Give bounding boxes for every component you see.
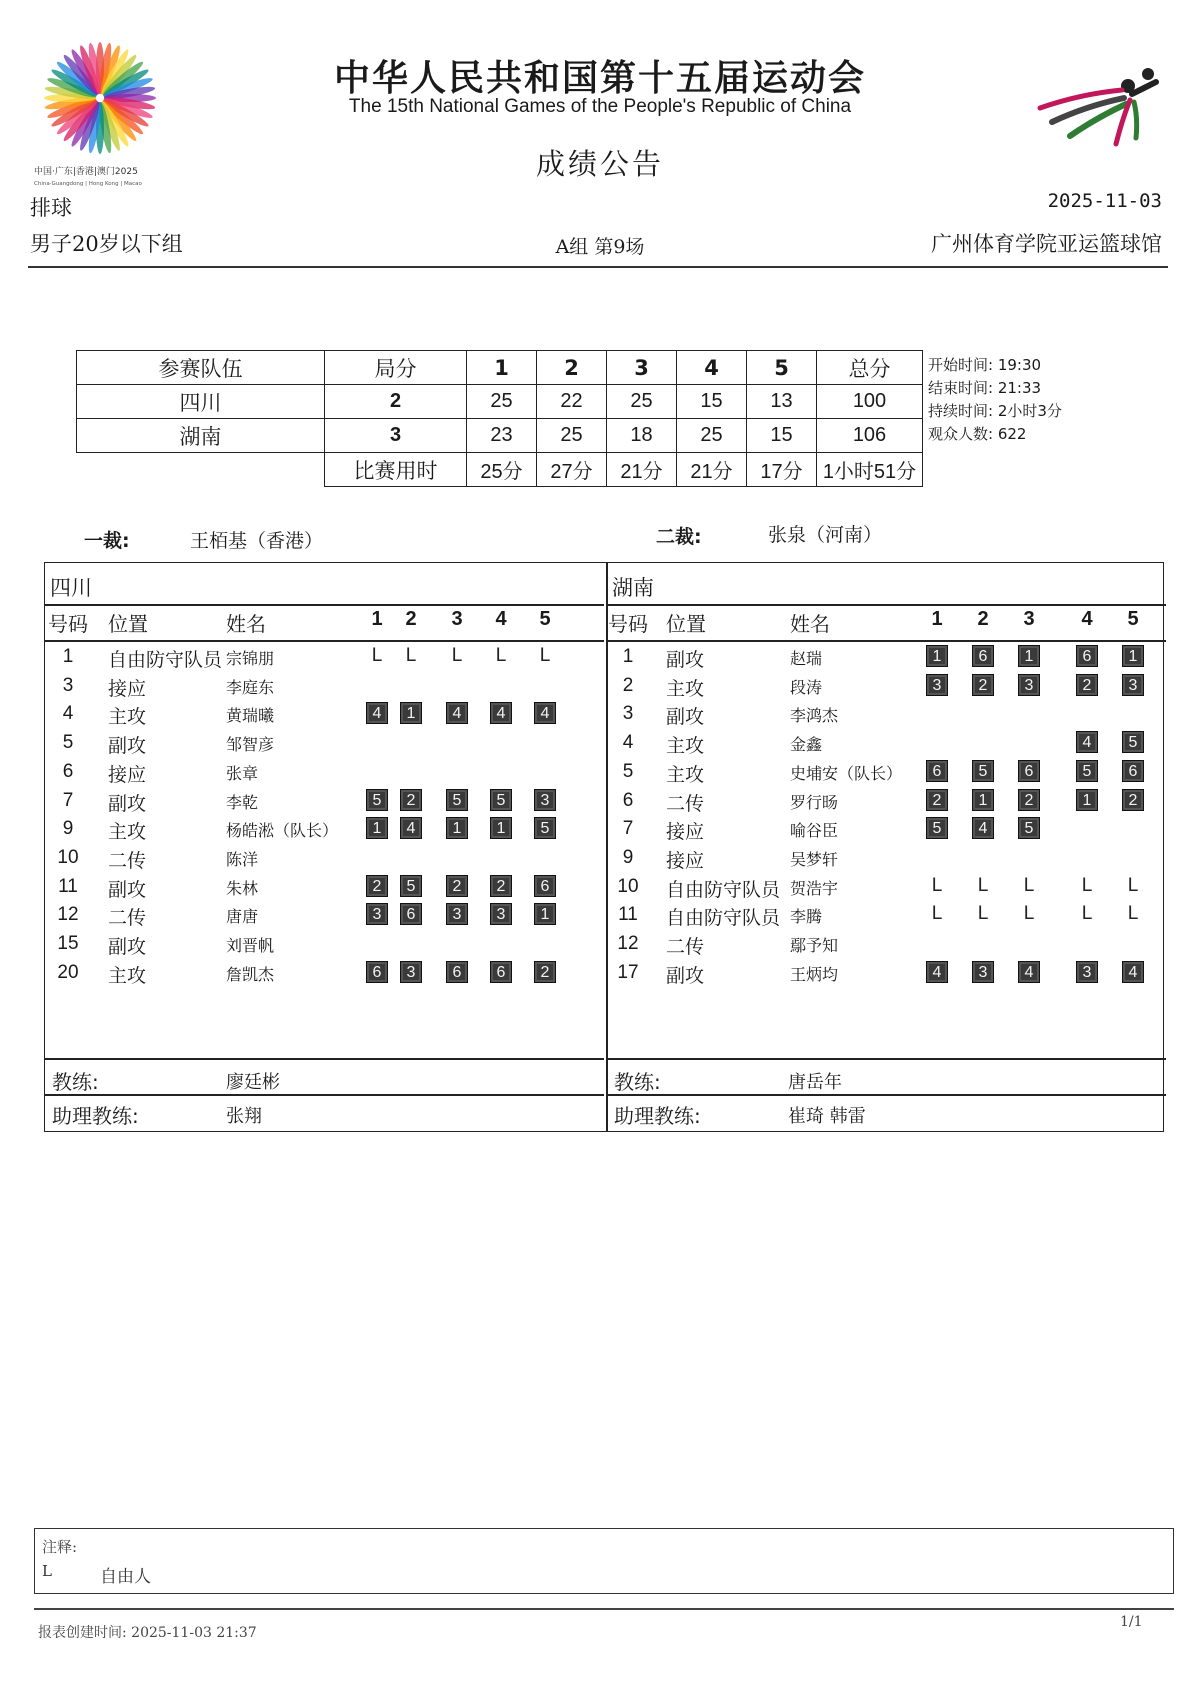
libero-marker: L — [1081, 903, 1093, 925]
assistant-divider — [44, 1094, 604, 1096]
player-name: 李鸿杰 — [790, 706, 839, 726]
libero-marker: L — [371, 645, 383, 666]
player-number: 20 — [57, 961, 79, 983]
age-group: 男子20岁以下组 — [30, 232, 183, 256]
starting-rotation: 4 — [446, 702, 468, 724]
libero-marker: L — [1127, 874, 1139, 896]
set-duration: 17分 — [747, 453, 817, 487]
starting-rotation: 4 — [400, 817, 422, 839]
score-table — [76, 350, 923, 487]
starting-rotation: 1 — [366, 817, 388, 839]
match-number: A组 第9场 — [555, 236, 645, 258]
total-score: 106 — [817, 419, 923, 453]
player-number: 11 — [618, 904, 638, 926]
team-name: 湖南 — [77, 419, 325, 453]
starting-rotation: 3 — [1018, 674, 1040, 696]
header-set-2: 2 — [977, 608, 989, 630]
player-name: 唐唐 — [226, 907, 259, 927]
player-position: 接应 — [666, 849, 705, 872]
starting-rotation: 5 — [1018, 817, 1040, 839]
starting-rotation: 4 — [926, 961, 948, 983]
libero-marker: L — [1023, 903, 1035, 925]
starting-rotation: 2 — [1076, 674, 1098, 696]
column-header-divider — [44, 640, 604, 642]
assistant-coach-label: 助理教练: — [52, 1104, 139, 1128]
starting-rotation: 4 — [534, 702, 556, 724]
player-name: 李乾 — [226, 792, 259, 812]
coach-divider — [606, 1058, 1166, 1060]
starting-rotation: 1 — [1018, 645, 1040, 667]
player-position: 副攻 — [108, 735, 147, 758]
starting-rotation: 2 — [926, 789, 948, 811]
starting-rotation: 5 — [926, 817, 948, 839]
score-row-sichuan — [77, 385, 923, 419]
player-position: 接应 — [108, 677, 147, 700]
starting-rotation: 1 — [972, 789, 994, 811]
player-position: 二传 — [108, 849, 147, 872]
player-position: 主攻 — [108, 964, 147, 987]
starting-rotation: 5 — [446, 789, 468, 811]
assistant-coach-label: 助理教练: — [614, 1104, 701, 1128]
player-name: 段涛 — [790, 677, 823, 697]
header-set-5: 5 — [747, 351, 817, 385]
duration-label: 比赛用时 — [325, 453, 467, 487]
coach-name: 廖廷彬 — [226, 1072, 280, 1093]
page-number: 1/1 — [1120, 1614, 1143, 1630]
player-name: 鄢予知 — [790, 936, 839, 955]
player-name: 黄瑞曦 — [226, 706, 275, 726]
starting-rotation: 5 — [366, 789, 388, 811]
player-position: 主攻 — [108, 821, 147, 844]
player-number: 5 — [622, 760, 634, 782]
starting-rotation: 6 — [534, 875, 556, 897]
starting-rotation: 5 — [490, 789, 512, 811]
team-name: 四川 — [77, 385, 325, 419]
player-position: 自由防守队员 — [666, 878, 781, 901]
starting-rotation: 2 — [972, 674, 994, 696]
player-name: 邹智彦 — [226, 735, 275, 755]
player-name: 史埔安（队长） — [790, 763, 903, 783]
notes-box — [34, 1528, 1174, 1594]
starting-rotation: 3 — [446, 903, 468, 925]
libero-marker: L — [931, 903, 943, 925]
player-position: 副攻 — [666, 964, 705, 987]
set-score: 25 — [677, 419, 747, 453]
player-name: 詹凯杰 — [226, 964, 275, 984]
set-score: 22 — [537, 385, 607, 419]
player-name: 朱林 — [226, 878, 259, 898]
header-set-4: 4 — [1081, 608, 1093, 630]
starting-rotation: 3 — [400, 961, 422, 983]
player-position: 主攻 — [666, 677, 705, 700]
player-number: 4 — [62, 703, 74, 725]
player-position: 主攻 — [666, 763, 705, 786]
end-time-label: 结束时间: — [928, 379, 994, 397]
team-name-divider — [606, 604, 1166, 606]
player-number: 1 — [62, 646, 74, 667]
column-header-divider — [606, 640, 1166, 642]
header-number: 号码 — [608, 612, 648, 636]
duration-label: 持续时间: — [928, 402, 994, 420]
libero-marker: L — [1127, 903, 1139, 925]
score-header-row — [77, 351, 923, 385]
libero-marker: L — [977, 874, 989, 896]
starting-rotation: 4 — [1018, 961, 1040, 983]
player-number: 7 — [622, 818, 634, 840]
sets-won: 3 — [325, 419, 467, 453]
player-position: 自由防守队员 — [666, 907, 781, 930]
starting-rotation: 6 — [926, 760, 948, 782]
starting-rotation: 1 — [490, 817, 512, 839]
player-position: 接应 — [108, 763, 147, 786]
document-title: 成绩公告 — [535, 147, 664, 181]
starting-rotation: 4 — [1122, 961, 1144, 983]
venue: 广州体育学院亚运篮球馆 — [931, 232, 1162, 256]
starting-rotation: 5 — [972, 760, 994, 782]
team-name: 湖南 — [612, 576, 654, 600]
duration-row — [77, 453, 923, 487]
player-number: 9 — [62, 818, 74, 840]
assistant-divider — [606, 1094, 1166, 1096]
starting-rotation: 4 — [490, 702, 512, 724]
starting-rotation: 3 — [366, 903, 388, 925]
report-created-time: 报表创建时间: 2025-11-03 21:37 — [38, 1625, 257, 1641]
starting-rotation: 4 — [366, 702, 388, 724]
player-number: 10 — [57, 846, 79, 868]
player-name: 金鑫 — [790, 735, 823, 755]
starting-rotation: 6 — [1076, 645, 1098, 667]
starting-rotation: 1 — [1076, 789, 1098, 811]
player-number: 6 — [62, 760, 74, 782]
header-position: 位置 — [666, 612, 706, 636]
player-name: 宗锦朋 — [226, 649, 275, 668]
player-name: 陈洋 — [226, 849, 259, 869]
header-set-4: 4 — [495, 608, 507, 630]
audience-label: 观众人数: — [928, 425, 994, 443]
player-name: 吴梦轩 — [790, 849, 839, 869]
player-number: 3 — [62, 674, 74, 696]
player-position: 接应 — [666, 821, 705, 844]
first-referee-label: 一裁: — [84, 530, 130, 552]
player-number: 3 — [622, 703, 634, 725]
starting-rotation: 2 — [1018, 789, 1040, 811]
starting-rotation: 6 — [1122, 760, 1144, 782]
notes-title: 注释: — [42, 1538, 78, 1556]
starting-rotation: 3 — [1122, 674, 1144, 696]
header-set-1: 1 — [371, 608, 383, 630]
starting-rotation: 1 — [400, 702, 422, 724]
coach-label: 教练: — [614, 1070, 661, 1094]
match-date: 2025-11-03 — [1047, 190, 1162, 212]
player-number: 1 — [622, 646, 634, 667]
starting-rotation: 6 — [490, 961, 512, 983]
logo-caption-en: China·Guangdong | Hong Kong | Macao — [34, 181, 142, 187]
player-name: 刘晋帆 — [226, 936, 275, 955]
starting-rotation: 3 — [490, 903, 512, 925]
sport-label: 排球 — [30, 196, 72, 220]
player-number: 11 — [58, 875, 78, 897]
starting-rotation: 3 — [926, 674, 948, 696]
starting-rotation: 1 — [926, 645, 948, 667]
set-duration: 21分 — [677, 453, 747, 487]
set-score: 25 — [467, 385, 537, 419]
total-score: 100 — [817, 385, 923, 419]
coach-label: 教练: — [52, 1070, 99, 1094]
starting-rotation: 2 — [490, 875, 512, 897]
footer-divider — [34, 1608, 1174, 1610]
player-name: 罗行旸 — [790, 792, 839, 812]
player-name: 王炳均 — [790, 964, 839, 984]
player-number: 7 — [62, 789, 74, 811]
second-referee: 张泉（河南） — [768, 524, 883, 546]
player-number: 12 — [617, 933, 639, 954]
player-number: 17 — [617, 961, 639, 983]
player-position: 副攻 — [666, 706, 705, 729]
player-number: 15 — [57, 933, 79, 954]
player-position: 二传 — [108, 907, 147, 930]
starting-rotation: 3 — [1076, 961, 1098, 983]
starting-rotation: 6 — [1018, 760, 1040, 782]
audience-count: 622 — [997, 425, 1027, 443]
starting-rotation: 3 — [534, 789, 556, 811]
set-score: 18 — [607, 419, 677, 453]
libero-marker: L — [1023, 874, 1035, 896]
libero-marker: L — [405, 645, 417, 666]
notes-definition: 自由人 — [100, 1567, 151, 1587]
starting-rotation: 1 — [534, 903, 556, 925]
first-referee: 王栢基（香港） — [190, 530, 324, 552]
starting-rotation: 5 — [534, 817, 556, 839]
starting-rotation: 1 — [446, 817, 468, 839]
player-number: 9 — [622, 846, 634, 868]
header-number: 号码 — [48, 612, 88, 636]
header-name: 姓名 — [790, 612, 830, 636]
set-score: 15 — [677, 385, 747, 419]
set-duration: 21分 — [607, 453, 677, 487]
header-name: 姓名 — [226, 612, 266, 636]
set-duration: 25分 — [467, 453, 537, 487]
header-set-2: 2 — [537, 351, 607, 385]
player-name: 贺浩宇 — [790, 878, 839, 898]
player-name: 张章 — [226, 763, 259, 783]
set-score: 23 — [467, 419, 537, 453]
header-set-1: 1 — [931, 608, 943, 630]
duration: 2小时3分 — [997, 402, 1062, 420]
header-set-4: 4 — [677, 351, 747, 385]
assistant-coach-name: 崔琦 韩雷 — [788, 1106, 866, 1127]
start-time-label: 开始时间: — [928, 356, 994, 374]
player-name: 赵瑞 — [790, 649, 823, 668]
libero-marker: L — [539, 645, 551, 666]
player-number: 6 — [622, 789, 634, 811]
header-set-1: 1 — [467, 351, 537, 385]
player-position: 副攻 — [108, 936, 147, 958]
starting-rotation: 2 — [400, 789, 422, 811]
starting-rotation: 6 — [400, 903, 422, 925]
starting-rotation: 6 — [446, 961, 468, 983]
player-position: 副攻 — [666, 649, 705, 671]
coach-name: 唐岳年 — [788, 1072, 842, 1093]
player-position: 主攻 — [108, 706, 147, 729]
header-set-3: 3 — [451, 608, 463, 630]
games-title-cn: 中华人民共和国第十五届运动会 — [333, 58, 866, 99]
starting-rotation: 4 — [972, 817, 994, 839]
player-number: 10 — [617, 875, 639, 897]
player-name: 李腾 — [790, 907, 823, 927]
logo-caption: 中国·广东|香港|澳门2025 — [34, 167, 138, 177]
starting-rotation: 2 — [366, 875, 388, 897]
starting-rotation: 5 — [1122, 731, 1144, 753]
match-stats — [928, 354, 1062, 446]
start-time: 19:30 — [997, 356, 1042, 374]
header-set-3: 3 — [607, 351, 677, 385]
games-title-en: The 15th National Games of the People's Republic of China — [348, 96, 852, 117]
set-score: 25 — [607, 385, 677, 419]
libero-marker: L — [1081, 874, 1093, 896]
starting-rotation: 2 — [1122, 789, 1144, 811]
player-position: 副攻 — [108, 792, 147, 815]
player-position: 自由防守队员 — [108, 649, 223, 671]
score-row-hunan — [77, 419, 923, 453]
starting-rotation: 1 — [1122, 645, 1144, 667]
player-number: 2 — [622, 674, 634, 696]
libero-marker: L — [495, 645, 507, 666]
player-number: 4 — [622, 732, 634, 754]
set-score: 15 — [747, 419, 817, 453]
starting-rotation: 2 — [446, 875, 468, 897]
starting-rotation: 5 — [1076, 760, 1098, 782]
starting-rotation: 5 — [400, 875, 422, 897]
libero-marker: L — [451, 645, 463, 666]
player-number: 5 — [62, 732, 74, 754]
header-set-3: 3 — [1023, 608, 1035, 630]
notes-symbol: L — [42, 1562, 52, 1580]
starting-rotation: 3 — [972, 961, 994, 983]
second-referee-label: 二裁: — [656, 526, 702, 548]
player-name: 李庭东 — [226, 677, 275, 697]
libero-marker: L — [931, 874, 943, 896]
end-time: 21:33 — [997, 379, 1042, 397]
starting-rotation: 6 — [366, 961, 388, 983]
header-set-5: 5 — [539, 608, 551, 630]
header-set-2: 2 — [405, 608, 417, 630]
total-duration: 1小时51分 — [817, 453, 923, 487]
starting-rotation: 4 — [1076, 731, 1098, 753]
set-score: 25 — [537, 419, 607, 453]
player-position: 主攻 — [666, 735, 705, 758]
header-team: 参赛队伍 — [77, 351, 325, 385]
set-score: 13 — [747, 385, 817, 419]
team-name: 四川 — [50, 576, 92, 600]
assistant-coach-name: 张翔 — [226, 1106, 262, 1127]
player-position: 二传 — [666, 936, 705, 958]
player-position: 副攻 — [108, 878, 147, 901]
starting-rotation: 2 — [534, 961, 556, 983]
header-total: 总分 — [817, 351, 923, 385]
player-number: 12 — [57, 904, 79, 926]
player-name: 杨皓淞（队长） — [226, 821, 339, 841]
team-name-divider — [44, 604, 604, 606]
header-sets: 局分 — [325, 351, 467, 385]
header-divider — [28, 266, 1168, 268]
starting-rotation: 6 — [972, 645, 994, 667]
player-name: 喻谷臣 — [790, 821, 839, 841]
libero-marker: L — [977, 903, 989, 925]
sets-won: 2 — [325, 385, 467, 419]
header-set-5: 5 — [1127, 608, 1139, 630]
header-position: 位置 — [108, 612, 148, 636]
set-duration: 27分 — [537, 453, 607, 487]
coach-divider — [44, 1058, 604, 1060]
player-position: 二传 — [666, 792, 705, 815]
